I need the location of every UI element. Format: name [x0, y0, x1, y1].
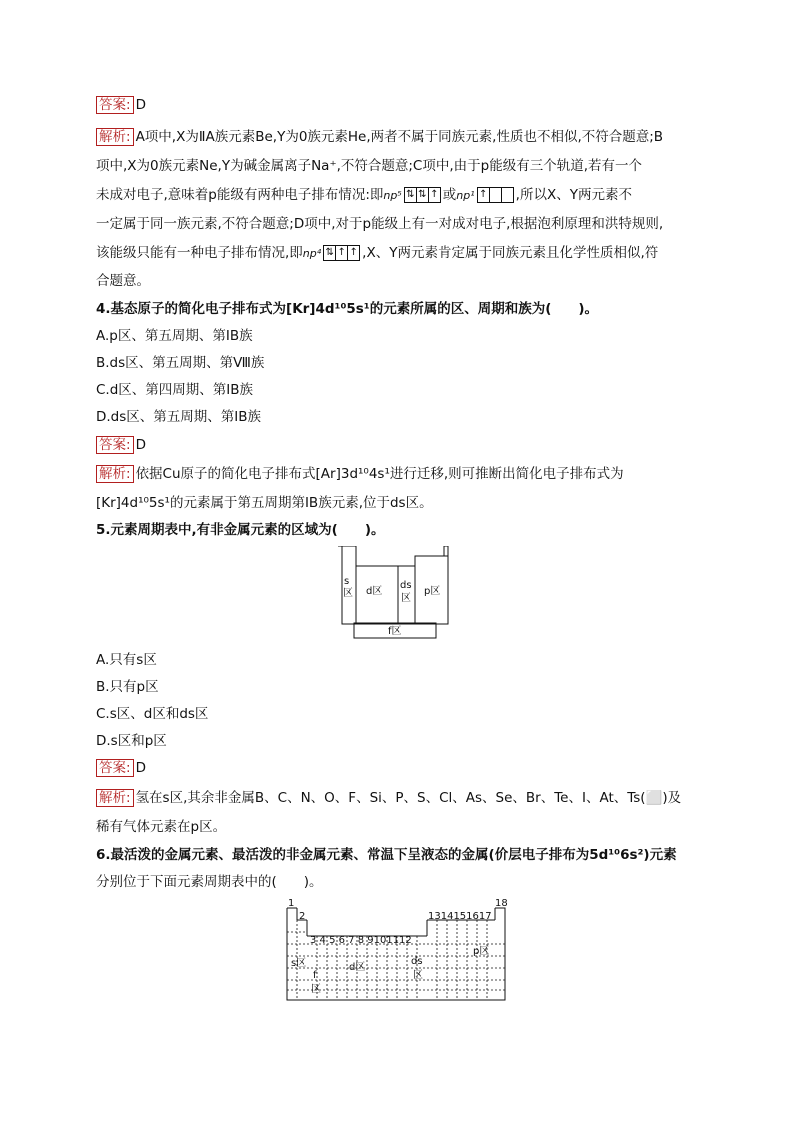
answer-value: D: [135, 760, 146, 776]
group-18-label: 18: [495, 898, 508, 909]
text-seg: 该能级只能有一种电子排布情况,即: [96, 245, 303, 261]
ds-label-2: 区: [413, 970, 423, 981]
orbital-cell: ↑: [336, 246, 348, 260]
q4-option-d: D.ds区、第五周期、第ⅠB族: [96, 409, 262, 425]
answer-tag: 答案:: [96, 96, 134, 114]
analysis-line-4: 一定属于同一族元素,不符合题意;D项中,对于p能级上有一对成对电子,根据泡利原理和洪特规则,: [96, 216, 664, 232]
q4-analysis-line-2: [Kr]4d¹⁰5s¹的元素属于第五周期第ⅠB族元素,位于ds区。: [96, 495, 433, 511]
q4-option-c: C.d区、第四周期、第ⅠB族: [96, 382, 254, 398]
ds-label: ds: [411, 956, 423, 967]
group-2-label: 2: [299, 911, 306, 922]
np5-label: np⁵: [383, 189, 402, 202]
orbital-box-np4: [323, 245, 360, 261]
orbital-cell: ⇅: [417, 188, 429, 202]
q4-analysis-line-1: [96, 465, 624, 483]
answer-tag: 答案:: [96, 436, 134, 454]
q5-option-a: A.只有s区: [96, 652, 157, 668]
analysis-tag: 解析:: [96, 465, 134, 483]
ds-label-2: 区: [401, 593, 411, 604]
analysis-text: 氢在s区,其余非金属B、C、N、O、F、Si、P、S、Cl、As、Se、Br、Te、I、At、Ts(⬜)及: [135, 790, 682, 806]
answer-tag: 答案:: [96, 759, 134, 777]
analysis-line-6: 合题意。: [96, 273, 150, 289]
analysis-text: 依据Cu原子的简化电子排布式[Ar]3d¹⁰4s¹进行迁移,则可推断出简化电子排布式为: [135, 466, 624, 482]
p-label: p区: [424, 586, 441, 597]
q5-option-d: D.s区和p区: [96, 733, 167, 749]
periodic-table-blocks-diagram: [338, 546, 452, 640]
groups-13-17-label: 1314151617: [428, 911, 492, 922]
q4-answer-line: [96, 436, 146, 454]
answer-value: D: [135, 437, 146, 453]
question-4-stem: 4.基态原子的简化电子排布式为[Kr]4d¹⁰5s¹的元素所属的区、周期和族为( )。: [96, 301, 599, 317]
analysis-tag: 解析:: [96, 789, 134, 807]
np4-label: np⁴: [302, 247, 322, 260]
periodic-table-grid-diagram: [283, 896, 509, 1002]
orbital-cell: [490, 188, 502, 202]
q4-option-b: B.ds区、第五周期、第Ⅷ族: [96, 355, 265, 371]
q5-answer-line: [96, 759, 146, 777]
s-label: s: [344, 576, 350, 587]
q5-analysis-line-1: [96, 789, 681, 807]
q5-analysis-line-2: 稀有气体元素在p区。: [96, 819, 227, 835]
groups-3-12-label: 3 4 5 6 7 8 9101112: [310, 935, 412, 946]
p-label: p区: [473, 946, 490, 957]
q4-option-a: A.p区、第五周期、第ⅠB族: [96, 328, 253, 344]
orbital-cell: ↑: [349, 247, 358, 258]
analysis-line-3: [96, 186, 632, 205]
q5-option-b: B.只有p区: [96, 679, 159, 695]
analysis-line-5: [96, 244, 658, 263]
question-6-stem-2: 分别位于下面元素周期表中的( )。: [96, 874, 323, 890]
text-seg: 未成对电子,意味着p能级有两种电子排布情况:即: [96, 187, 384, 203]
answer-value: D: [135, 97, 146, 113]
orbital-cell: ⇅: [324, 246, 336, 260]
analysis-tag: 解析:: [96, 128, 134, 146]
orbital-box-np1: [477, 187, 514, 203]
f-label-2: 区: [311, 984, 321, 995]
answer-line-3: [96, 96, 146, 114]
orbital-box-np5: [404, 187, 441, 203]
question-5-stem: 5.元素周期表中,有非金属元素的区域为( )。: [96, 522, 385, 538]
orbital-cell: [502, 188, 513, 202]
np1-label: np¹: [456, 189, 475, 202]
orbital-cell: ⇅: [405, 188, 417, 202]
ds-label: ds: [400, 580, 412, 591]
analysis-line-1: [96, 128, 663, 146]
analysis-text: A项中,X为ⅡA族元素Be,Y为0族元素He,两者不属于同族元素,性质也不相似,不符合题意;B: [135, 129, 664, 145]
text-seg: ,X、Y两元素肯定属于同族元素且化学性质相似,符: [362, 245, 659, 261]
f-label: f区: [388, 626, 402, 637]
orbital-cell: ↑: [430, 189, 439, 200]
s-label: s区: [291, 958, 307, 969]
f-label: f: [313, 970, 317, 981]
text-seg: ,所以X、Y两元素不: [515, 187, 632, 203]
s-label-2: 区: [343, 588, 353, 599]
question-6-stem-1: 6.最活泼的金属元素、最活泼的非金属元素、常温下呈液态的金属(价层电子排布为5d¹⁰6s²)元素: [96, 847, 677, 863]
orbital-cell: ↑: [478, 188, 490, 202]
group-1-label: 1: [288, 898, 295, 909]
analysis-line-2: 项中,X为0族元素Ne,Y为碱金属离子Na⁺,不符合题意;C项中,由于p能级有三个轨道,若有一个: [96, 158, 642, 174]
d-label: d区: [349, 962, 366, 973]
d-label: d区: [366, 586, 383, 597]
text-seg: 或: [442, 187, 457, 203]
q5-option-c: C.s区、d区和ds区: [96, 706, 209, 722]
